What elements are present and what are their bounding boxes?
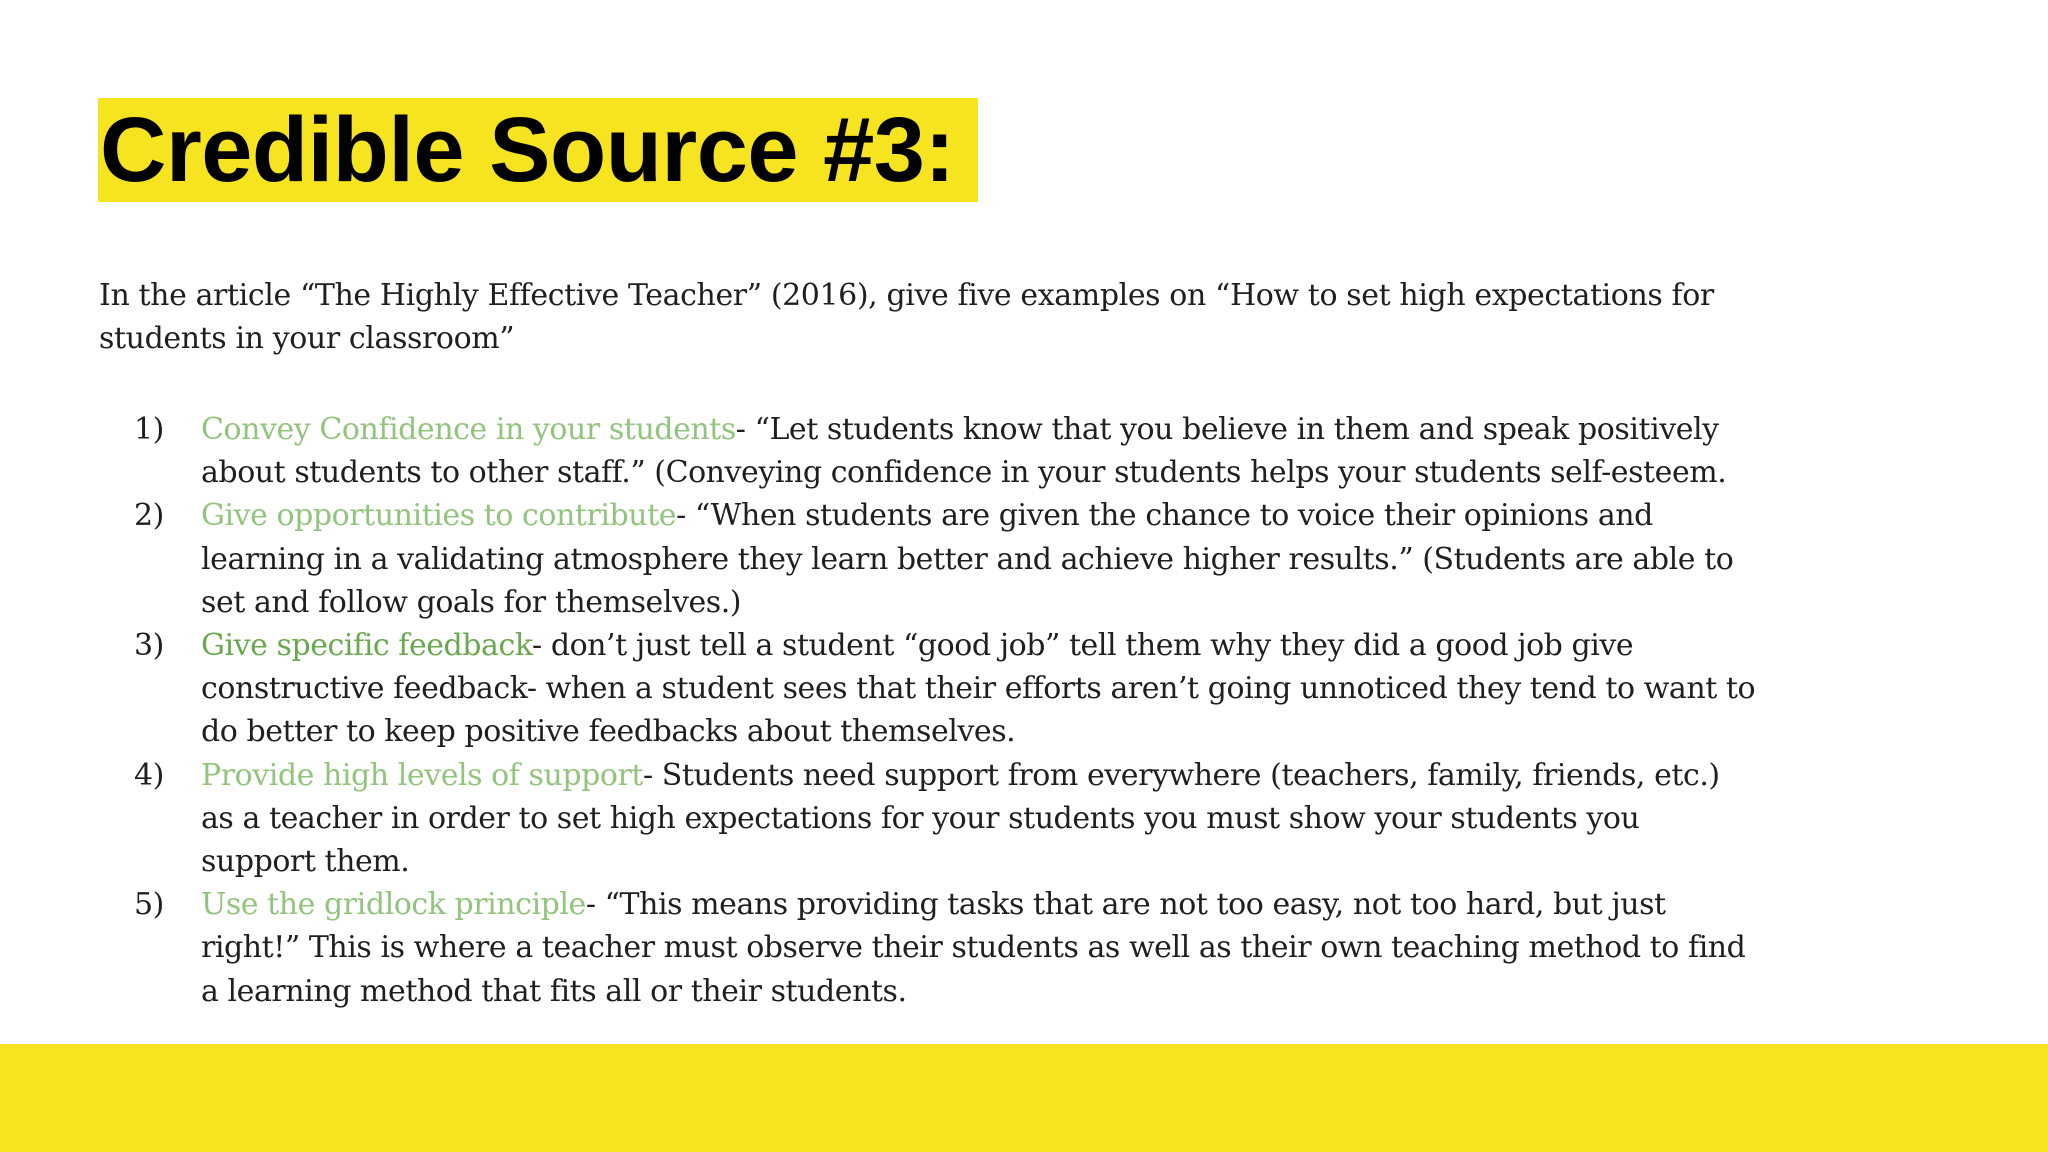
list-item <box>99 624 1759 754</box>
list-item <box>99 408 1759 494</box>
list-item-text: - “Let students know that you believe in them and speak positively about students to other staff.” (Conveying confidence in your students helps your students self-esteem. <box>201 412 1727 491</box>
list-item-highlight: Convey Confidence in your students <box>201 412 736 447</box>
examples-list <box>99 408 1759 1013</box>
list-item-text: - Students need support from everywhere (teachers, family, friends, etc.) as a teacher in order to set high expectations for your students you must show your students you support them. <box>201 757 1720 880</box>
list-item-text: - “When students are given the chance to voice their opinions and learning in a validating atmosphere they learn better and achieve higher results.” (Students are able to set and follow goals for themselves.) <box>201 498 1734 620</box>
list-item-number: 5) <box>134 887 164 923</box>
list-item-text: - don’t just tell a student “good job” tell them why they did a good job give constructive feedback- when a student sees that their efforts aren’t going unnoticed they tend to want to do better to keep positive feedbacks about themselves. <box>201 628 1756 750</box>
list-item-highlight: Give opportunities to contribute <box>201 498 677 534</box>
list-item-text: - “This means providing tasks that are not too easy, not too hard, but just right!” This is where a teacher must observe their students as well as their own teaching method to find a learning method that fits all or their students. <box>201 887 1746 1009</box>
footer-accent-bar <box>0 1044 2048 1152</box>
list-item-number: 1) <box>134 412 164 447</box>
list-item-highlight: Provide high levels of support <box>201 757 643 793</box>
list-item <box>99 754 1759 884</box>
list-item-number: 4) <box>134 757 164 793</box>
list-item-highlight: Give specific feedback <box>201 628 533 664</box>
list-item <box>99 883 1759 1013</box>
intro-paragraph: In the article “The Highly Effective Teacher” (2016), give five examples on “How to set high expectations for students in your classroom” <box>99 278 1714 356</box>
list-item-highlight: Use the gridlock principle <box>201 887 586 923</box>
slide-title: Credible Source #3: <box>100 99 955 201</box>
list-item <box>99 494 1759 624</box>
list-item-number: 3) <box>134 628 164 664</box>
list-item-number: 2) <box>134 498 164 534</box>
